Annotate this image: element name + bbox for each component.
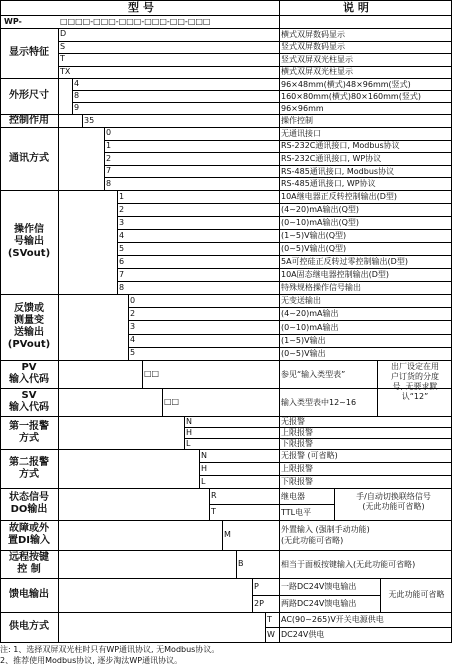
grid-line: [117, 229, 279, 230]
description-cell: RS-232C通讯接口, Modbus协议: [281, 141, 400, 151]
code-cell: 4: [74, 79, 80, 88]
pv-sv-default-note: 出厂设定在用 户订货的分度 号, 无要求默 认“12”: [391, 362, 439, 401]
grid-line: [184, 416, 185, 449]
code-cell: 3: [130, 322, 136, 331]
grid-line: [72, 78, 73, 114]
category-label: 第一报警 方式: [9, 420, 49, 444]
grid-line: [104, 127, 105, 190]
grid-line: [58, 66, 279, 67]
description-cell: (1~5)V输出(Q型): [281, 231, 347, 240]
description-cell: 10A固态继电器控制输出(D型): [281, 270, 390, 279]
grid-line: [117, 203, 279, 204]
code-cell: 4: [119, 230, 125, 240]
code-cell: TX: [60, 66, 71, 76]
code-cell: 5: [130, 348, 136, 358]
grid-line: [117, 255, 279, 256]
code-cell: P: [254, 581, 259, 591]
description-cell: 无通讯接口: [281, 128, 321, 138]
description-cell: 特殊规格操作信号输出: [281, 283, 361, 292]
grid-line: [104, 140, 279, 141]
description-cell: 96×96mm: [281, 103, 324, 113]
code-cell: H: [201, 463, 208, 473]
code-cell: 1: [106, 140, 112, 150]
description-cell: 外置输入 (强制手动功能) (无此功能可省略): [281, 525, 370, 545]
category-label: 第二报警 方式: [9, 456, 49, 480]
description-cell: 输入类型表中12~16: [281, 397, 357, 407]
grid-line: [117, 242, 279, 243]
description-cell: (4~20)mA输出: [281, 309, 339, 319]
model-pattern: □□□□-□□□-□□□-□□□-□□-□□□: [60, 17, 211, 26]
description-cell: 10A继电器正反转控制输出(D型): [281, 192, 398, 201]
grid-line: [128, 320, 279, 321]
code-cell: 9: [74, 103, 80, 112]
feed-output-note: 无此功能可省略: [388, 590, 445, 599]
description-header: 说 明: [343, 1, 369, 14]
code-cell: T: [267, 614, 272, 624]
description-cell: (0~5)V输出: [281, 348, 326, 358]
description-cell: 96×48mm(横式)48×96mm(竖式): [281, 79, 411, 89]
code-cell: B: [238, 559, 244, 568]
description-cell: 无变送输出: [281, 296, 321, 306]
grid-line: [265, 627, 279, 628]
code-cell: □□: [144, 369, 160, 378]
description-cell: AC(90~265)V开关电源供电: [281, 615, 384, 624]
code-cell: N: [186, 416, 192, 426]
grid-line: [279, 627, 452, 628]
description-cell: (1~5)V输出: [281, 335, 326, 345]
description-cell: 上限报警: [281, 428, 313, 437]
description-cell: 下限报警: [281, 439, 313, 448]
code-cell: S: [60, 41, 66, 51]
category-label: 通讯方式: [9, 152, 49, 164]
do-output-note: 手/自动切换联络信号 (无此功能可省略): [356, 492, 431, 511]
code-cell: D: [60, 29, 67, 39]
grid-line: [128, 347, 279, 348]
grid-line: [279, 0, 280, 643]
description-cell: 一路DC24V馈电输出: [281, 582, 357, 591]
grid-line: [82, 114, 83, 127]
grid-line: [117, 281, 279, 282]
grid-line: [0, 360, 452, 361]
description-cell: 横式双屏数码显示: [281, 29, 345, 39]
code-cell: M: [224, 530, 231, 539]
grid-line: [117, 268, 279, 269]
description-cell: 横式双屏双光柱显示: [281, 67, 353, 77]
category-label: PV 输入代码: [9, 362, 49, 385]
code-cell: H: [186, 427, 193, 437]
category-label: 控制作用: [9, 114, 49, 126]
grid-line: [128, 334, 279, 335]
category-label: 供电方式: [9, 621, 49, 632]
code-cell: 35: [84, 115, 95, 125]
grid-line: [184, 438, 279, 439]
description-cell: 无报警 (可省略): [281, 451, 338, 460]
code-cell: 2: [130, 308, 136, 318]
code-cell: L: [201, 476, 206, 486]
category-label: 反馈或 测量变 送输出 (PVout): [7, 303, 51, 350]
code-cell: R: [211, 491, 217, 500]
grid-line: [128, 307, 279, 308]
grid-line: [0, 550, 452, 551]
grid-line: [117, 216, 279, 217]
code-cell: 0: [130, 295, 136, 305]
description-cell: (0~5)V输出(Q型): [281, 244, 347, 253]
description-cell: 上限报警: [281, 464, 313, 473]
description-cell: (0~10)mA输出: [281, 322, 339, 332]
category-label: 操作信 号输出 (SVout): [7, 224, 51, 259]
grid-line: [451, 0, 452, 643]
code-cell: 3: [119, 217, 125, 227]
code-cell: 2: [119, 204, 125, 214]
description-cell: 操作控制: [281, 116, 313, 125]
grid-line: [0, 127, 452, 128]
grid-line: [0, 114, 452, 115]
code-cell: 1: [119, 191, 125, 201]
description-cell: 相当于面板按键输入(无此功能可省略): [281, 559, 416, 569]
description-cell: 继电器: [281, 491, 305, 501]
grid-line: [0, 449, 452, 450]
description-cell: (4~20)mA输出(Q型): [281, 205, 360, 214]
description-cell: 160×80mm(横式)80×160mm(竖式): [281, 91, 421, 101]
grid-line: [0, 28, 452, 29]
grid-line: [72, 90, 279, 91]
grid-line: [279, 504, 334, 505]
code-cell: 8: [119, 282, 125, 292]
grid-line: [0, 488, 452, 489]
grid-line: [58, 41, 279, 42]
code-cell: 7: [106, 166, 112, 176]
description-cell: 无报警: [281, 417, 305, 426]
footnote: 2、推荐使用Modbus协议, 逐步淘汰WP通讯协议。: [0, 656, 183, 665]
model-prefix: WP-: [4, 17, 22, 26]
grid-line: [279, 595, 380, 596]
grid-line: [236, 550, 237, 578]
code-cell: 2P: [254, 598, 264, 608]
code-cell: 6: [119, 256, 125, 266]
grid-line: [0, 520, 452, 521]
description-cell: RS-485通讯接口, Modbus协议: [281, 166, 395, 176]
code-cell: T: [211, 507, 216, 516]
description-cell: 竖式双屏数码显示: [281, 42, 345, 52]
code-cell: 0: [106, 128, 112, 138]
category-label: 外形尺寸: [9, 90, 49, 101]
grid-line: [209, 504, 279, 505]
description-cell: 两路DC24V馈电输出: [281, 599, 357, 608]
category-label: 状态信号 DO输出: [9, 492, 49, 515]
grid-line: [0, 642, 452, 643]
description-cell: RS-485通讯接口, WP协议: [281, 179, 376, 189]
grid-line: [252, 595, 279, 596]
grid-line: [0, 612, 452, 613]
description-cell: 参见“输入类型表”: [281, 369, 346, 379]
grid-line: [104, 177, 279, 178]
grid-line: [199, 462, 279, 463]
grid-line: [222, 520, 223, 550]
code-cell: 8: [106, 178, 112, 188]
code-cell: 7: [119, 269, 125, 279]
grid-line: [0, 578, 452, 579]
description-cell: 下限报警: [281, 477, 313, 486]
code-cell: 4: [130, 335, 136, 345]
code-cell: N: [201, 450, 207, 460]
grid-line: [0, 294, 452, 295]
grid-line: [128, 294, 129, 360]
code-cell: 5: [119, 243, 125, 253]
code-cell: 2: [106, 153, 112, 163]
code-cell: T: [60, 54, 65, 64]
category-label: 馈电输出: [9, 589, 49, 600]
category-label: 显示特征: [9, 47, 49, 58]
grid-line: [199, 449, 200, 488]
category-label: 故障或外 置DI输入: [7, 523, 51, 546]
description-cell: DC24V供电: [281, 630, 325, 639]
description-cell: 5A可控硅正反转过零控制输出(D型): [281, 257, 408, 266]
footnote: 注: 1、选择双屏双光柱时只有WP通讯协议, 无Modbus协议。: [0, 645, 220, 654]
grid-line: [162, 388, 163, 416]
grid-line: [199, 475, 279, 476]
description-cell: RS-232C通讯接口, WP协议: [281, 154, 382, 163]
grid-line: [104, 152, 279, 153]
grid-line: [142, 360, 143, 388]
code-cell: W: [267, 629, 275, 639]
category-label: 远程按键 控 制: [9, 552, 49, 575]
grid-line: [0, 416, 452, 417]
grid-line: [58, 28, 59, 643]
description-cell: 竖式双屏双光柱显示: [281, 54, 353, 64]
code-cell: 8: [74, 91, 80, 100]
category-label: SV 输入代码: [9, 390, 49, 413]
grid-line: [0, 0, 452, 1]
description-cell: (0~10)mA输出(Q型): [281, 218, 360, 227]
grid-line: [72, 102, 279, 103]
grid-line: [184, 427, 279, 428]
code-cell: L: [186, 438, 191, 448]
description-cell: TTL电平: [281, 507, 312, 517]
grid-line: [104, 165, 279, 166]
grid-line: [58, 53, 279, 54]
model-header: 型 号: [128, 1, 154, 14]
code-cell: □□: [164, 397, 180, 406]
